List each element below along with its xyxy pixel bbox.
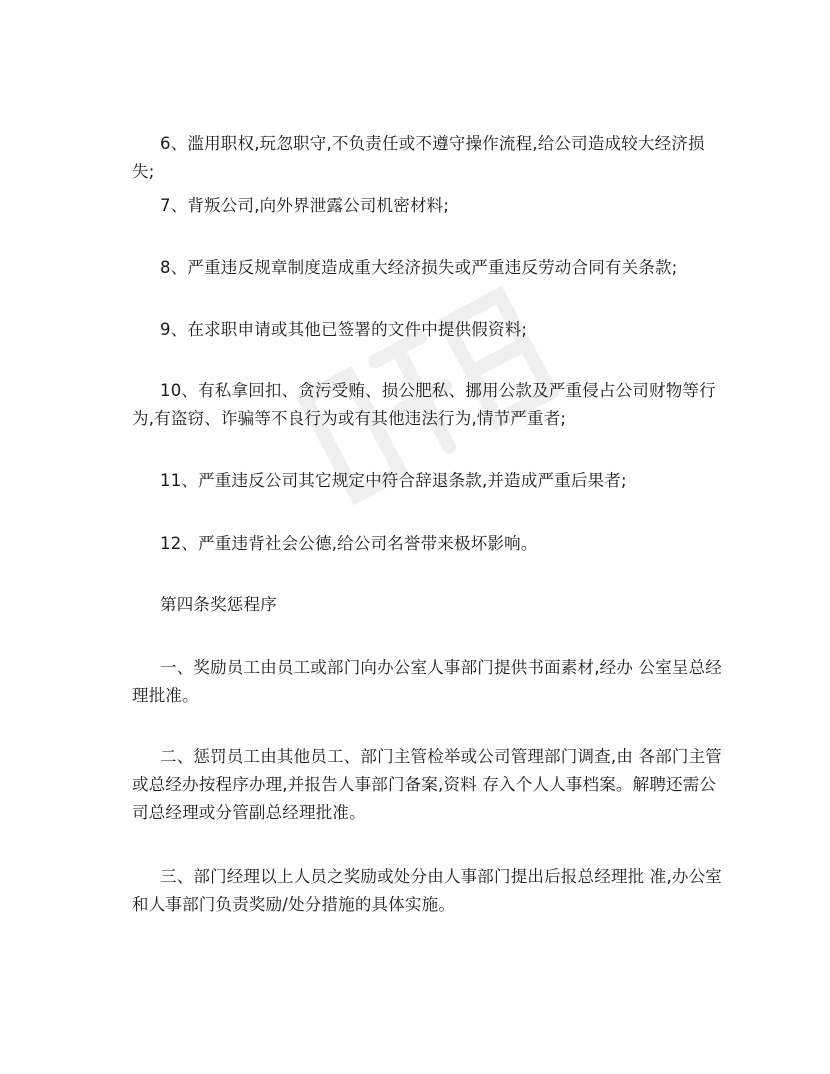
paragraph-item-9: 9、在求职申请或其他已签署的文件中提供假资料;: [160, 320, 528, 339]
paragraph-procedure-2: 二、惩罚员工由其他员工、部门主管检举或公司管理部门调查,由 各部门主管或总经办按程序办理,并报告人事部门备案,资料 存入个人人事档案。解聘还需公司总经理或分管副总经理批准。: [132, 747, 722, 822]
paragraph-item-7: 7、背叛公司,向外界泄露公司机密材料;: [160, 196, 450, 215]
paragraph-procedure-1: 一、奖励员工由员工或部门向办公室人事部门提供书面素材,经办 公室呈总经理批准。: [132, 658, 722, 705]
paragraph-item-8: 8、严重违反规章制度造成重大经济损失或严重违反劳动合同有关条款;: [160, 258, 678, 277]
paragraph-procedure-3: 三、部门经理以上人员之奖励或处分由人事部门提出后报总经理批 准,办公室和人事部门负责奖励/处分措施的具体实施。: [132, 867, 722, 914]
paragraph-item-12: 12、严重违背社会公德,给公司名誉带来极坏影响。: [160, 534, 538, 553]
paragraph-item-10: 10、有私拿回扣、贪污受贿、损公肥私、挪用公款及严重侵占公司财物等行为,有盗窃、诈骗等不良行为或有其他违法行为,情节严重者;: [132, 381, 716, 428]
section-heading: 第四条奖惩程序: [160, 595, 277, 614]
paragraph-item-11: 11、严重违反公司其它规定中符合辞退条款,并造成严重后果者;: [160, 471, 627, 490]
paragraph-item-6: 6、滥用职权,玩忽职守,不负责任或不遵守操作流程,给公司造成较大经济损失;: [132, 134, 705, 181]
